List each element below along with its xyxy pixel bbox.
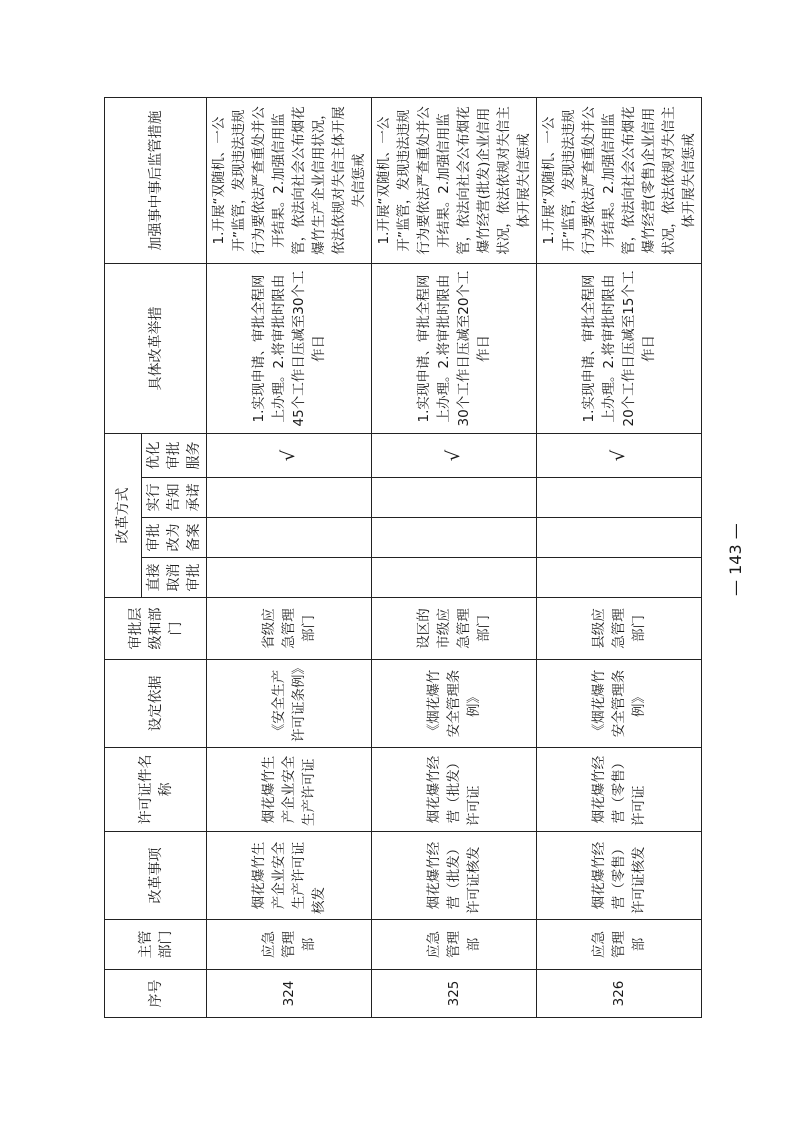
- check-mark: √: [537, 434, 702, 478]
- cell-level: 省级应急管理部门: [207, 598, 372, 660]
- cell-license: 烟花爆竹生产企业安全生产许可证: [207, 748, 372, 832]
- cell-license: 烟花爆竹经营（批发）许可证: [372, 748, 537, 832]
- header-level: 审批层级和部门: [105, 598, 207, 660]
- cell-dept: 应急管理部: [372, 920, 537, 970]
- cell-measures: 1.实现申请、审批全程网上办理。2.将审批时限由45个工作日压减至30个工作日: [207, 264, 372, 434]
- header-basis: 设定依据: [105, 660, 207, 748]
- cell-seq: 325: [372, 970, 537, 1018]
- cell-basis: 《安全生产许可证条例》: [207, 660, 372, 748]
- cell-basis: 《烟花爆竹安全管理条例》: [537, 660, 702, 748]
- cell-mode-notify: [372, 478, 537, 518]
- cell-dept: 应急管理部: [207, 920, 372, 970]
- rotated-table-frame: [104, 98, 697, 1018]
- cell-item: 烟花爆竹经营（零售）许可证核发: [537, 832, 702, 920]
- cell-supervision: 1.开展“双随机、一公开”监管，发现违法违规行为要依法严查重处并公开结果。2.加强信用监管，依法向社会公布烟花爆竹生产企业信用状况，依法依规对失信主体开展失信惩戒: [207, 98, 372, 264]
- table-row: [537, 98, 702, 1018]
- check-mark: √: [372, 434, 537, 478]
- header-row: [105, 98, 142, 1018]
- cell-mode-cancel: [372, 558, 537, 598]
- cell-mode-cancel: [537, 558, 702, 598]
- check-mark: √: [207, 434, 372, 478]
- table-row: [207, 98, 372, 1018]
- cell-mode-cancel: [207, 558, 372, 598]
- cell-basis: 《烟花爆竹安全管理条例》: [372, 660, 537, 748]
- cell-mode-record: [537, 518, 702, 558]
- header-mode-notify: 实行告知承诺: [142, 478, 207, 518]
- reform-table: [104, 97, 702, 1018]
- cell-item: 烟花爆竹生产企业安全生产许可证核发: [207, 832, 372, 920]
- cell-mode-record: [372, 518, 537, 558]
- table-row: [372, 98, 537, 1018]
- header-mode-record: 审批改为备案: [142, 518, 207, 558]
- header-mode-optimize: 优化审批服务: [142, 434, 207, 478]
- cell-measures: 1.实现申请、审批全程网上办理。2.将审批时限由30个工作日压减至20个工作日: [372, 264, 537, 434]
- cell-level: 县级应急管理部门: [537, 598, 702, 660]
- cell-item: 烟花爆竹经营（批发）许可证核发: [372, 832, 537, 920]
- cell-level: 设区的市级应急管理部门: [372, 598, 537, 660]
- cell-mode-notify: [207, 478, 372, 518]
- header-supervision: 加强事中事后监管措施: [105, 98, 207, 264]
- header-license: 许可证件名称: [105, 748, 207, 832]
- cell-measures: 1.实现申请、审批全程网上办理。2.将审批时限由20个工作日压减至15个工作日: [537, 264, 702, 434]
- header-dept: 主管部门: [105, 920, 207, 970]
- cell-dept: 应急管理部: [537, 920, 702, 970]
- cell-supervision: 1.开展“双随机、一公开”监管，发现违法违规行为要依法严查重处并公开结果。2.加强信用监管，依法向社会公布烟花爆竹经营(批发)企业信用状况，依法依规对失信主体开展失信惩戒: [372, 98, 537, 264]
- page-number: — 143 —: [726, 523, 745, 597]
- header-seq: 序号: [105, 970, 207, 1018]
- header-measures: 具体改革举措: [105, 264, 207, 434]
- cell-supervision: 1.开展“双随机、一公开”监管，发现违法违规行为要依法严查重处并公开结果。2.加强信用监管，依法向社会公布烟花爆竹经营(零售)企业信用状况，依法依规对失信主体开展失信惩戒: [537, 98, 702, 264]
- header-mode-group: 改革方式: [105, 434, 142, 598]
- cell-mode-record: [207, 518, 372, 558]
- cell-seq: 326: [537, 970, 702, 1018]
- cell-mode-notify: [537, 478, 702, 518]
- cell-seq: 324: [207, 970, 372, 1018]
- cell-license: 烟花爆竹经营（零售）许可证: [537, 748, 702, 832]
- header-item: 改革事项: [105, 832, 207, 920]
- header-mode-cancel: 直接取消审批: [142, 558, 207, 598]
